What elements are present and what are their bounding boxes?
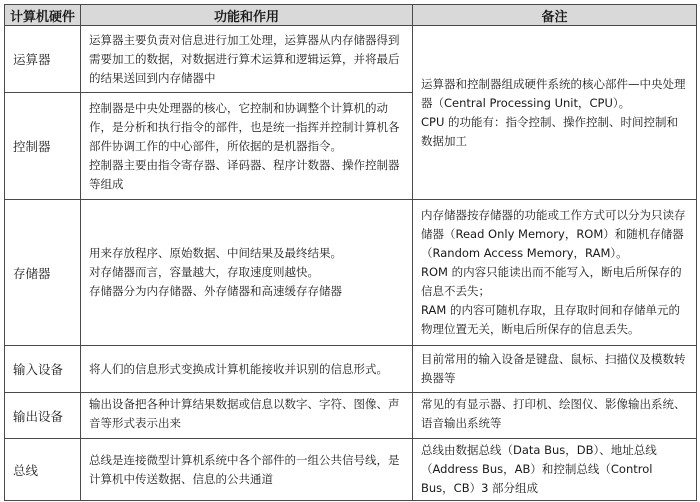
content-line: 存储器分为内存储器、外存储器和高速缓存存储器 bbox=[89, 284, 342, 298]
header-component: 计算机硬件 bbox=[5, 5, 81, 26]
content-line: 控制器主要由指令寄存器、译码器、程序计数器、操作控制器等组成 bbox=[89, 157, 400, 191]
content-line: 输出设备把各种计算结果数据或信息以数字、字符、图像、声音等形式表示出来 bbox=[89, 397, 400, 430]
content-line: 总线是连接微型计算机系统中各个部件的一组公共信号线，是计算机中传送数据、信息的公共通道 bbox=[89, 452, 400, 486]
row-notes-memory bbox=[413, 200, 697, 346]
row-name-control: 控制器 bbox=[5, 93, 81, 200]
table-row bbox=[5, 200, 697, 346]
row-content-memory bbox=[81, 200, 413, 346]
row-name-memory: 存储器 bbox=[5, 200, 81, 346]
hardware-table bbox=[4, 4, 697, 501]
table-row bbox=[5, 26, 697, 93]
notes-line: CPU 的功能有：指令控制、操作控制、时间控制和数据加工 bbox=[421, 114, 679, 148]
notes-line: ROM 的内容只能读出而不能写入，断电后所保存的信息不丢失； bbox=[421, 265, 682, 298]
row-name-bus: 总线 bbox=[5, 439, 81, 501]
row-content-output bbox=[81, 393, 413, 439]
table-header-row bbox=[5, 5, 697, 26]
content-line: 用来存放程序、原始数据、中间结果及最终结果。 bbox=[89, 246, 342, 260]
row-name-input: 输入设备 bbox=[5, 346, 81, 393]
content-line: 运算器主要负责对信息进行加工处理，运算器从内存储器得到需要加工的数据，对数据进行算术运算和逻辑运算，并将最后的结果送回到内存储器中 bbox=[89, 32, 400, 85]
notes-line: 目前常用的输入设备是键盘、鼠标、扫描仪及模数转换器等 bbox=[421, 352, 686, 385]
row-notes-output bbox=[413, 393, 697, 439]
table-row bbox=[5, 439, 697, 501]
header-notes: 备注 bbox=[413, 5, 697, 26]
row-content-bus bbox=[81, 439, 413, 501]
notes-line: 内存储器按存储器的功能或工作方式可以分为只读存储器（Read Only Memory，ROM）和随机存储器（Random Access Memory，RAM）。 bbox=[421, 208, 686, 260]
row-name-alu: 运算器 bbox=[5, 26, 81, 93]
row-notes-input bbox=[413, 346, 697, 393]
row-notes-alu-control bbox=[413, 26, 697, 200]
content-line: 将人们的信息形式变换成计算机能接收并识别的信息形式。 bbox=[89, 361, 388, 376]
header-function: 功能和作用 bbox=[81, 5, 413, 26]
notes-line: 运算器和控制器组成硬件系统的核心部件—中央处理器（Central Processing Unit，CPU）。 bbox=[421, 76, 686, 110]
notes-line: RAM 的内容可随机存取，且存取时间和存储单元的物理位置无关，断电后所保存的信息丢失。 bbox=[421, 303, 680, 336]
row-content-input bbox=[81, 346, 413, 393]
row-notes-bus bbox=[413, 439, 697, 501]
row-name-output: 输出设备 bbox=[5, 393, 81, 439]
table-row bbox=[5, 346, 697, 393]
content-line: 对存储器而言，容量越大，存取速度则越快。 bbox=[89, 265, 319, 279]
notes-line: 常见的有显示器、打印机、绘图仪、影像输出系统、语音输出系统等 bbox=[421, 397, 686, 430]
row-content-control bbox=[81, 93, 413, 200]
table-row bbox=[5, 393, 697, 439]
content-line: 控制器是中央处理器的核心，它控制和协调整个计算机的动作，是分析和执行指令的部件，也是统一指挥并控制计算机各部件协调工作的中心部件，所依据的是机器指令。 bbox=[89, 100, 400, 153]
notes-line: 总线由数据总线（Data Bus，DB）、地址总线（Address Bus，AB）和控制总线（Control Bus，CB）3 部分组成 bbox=[421, 443, 657, 495]
row-content-alu bbox=[81, 26, 413, 93]
